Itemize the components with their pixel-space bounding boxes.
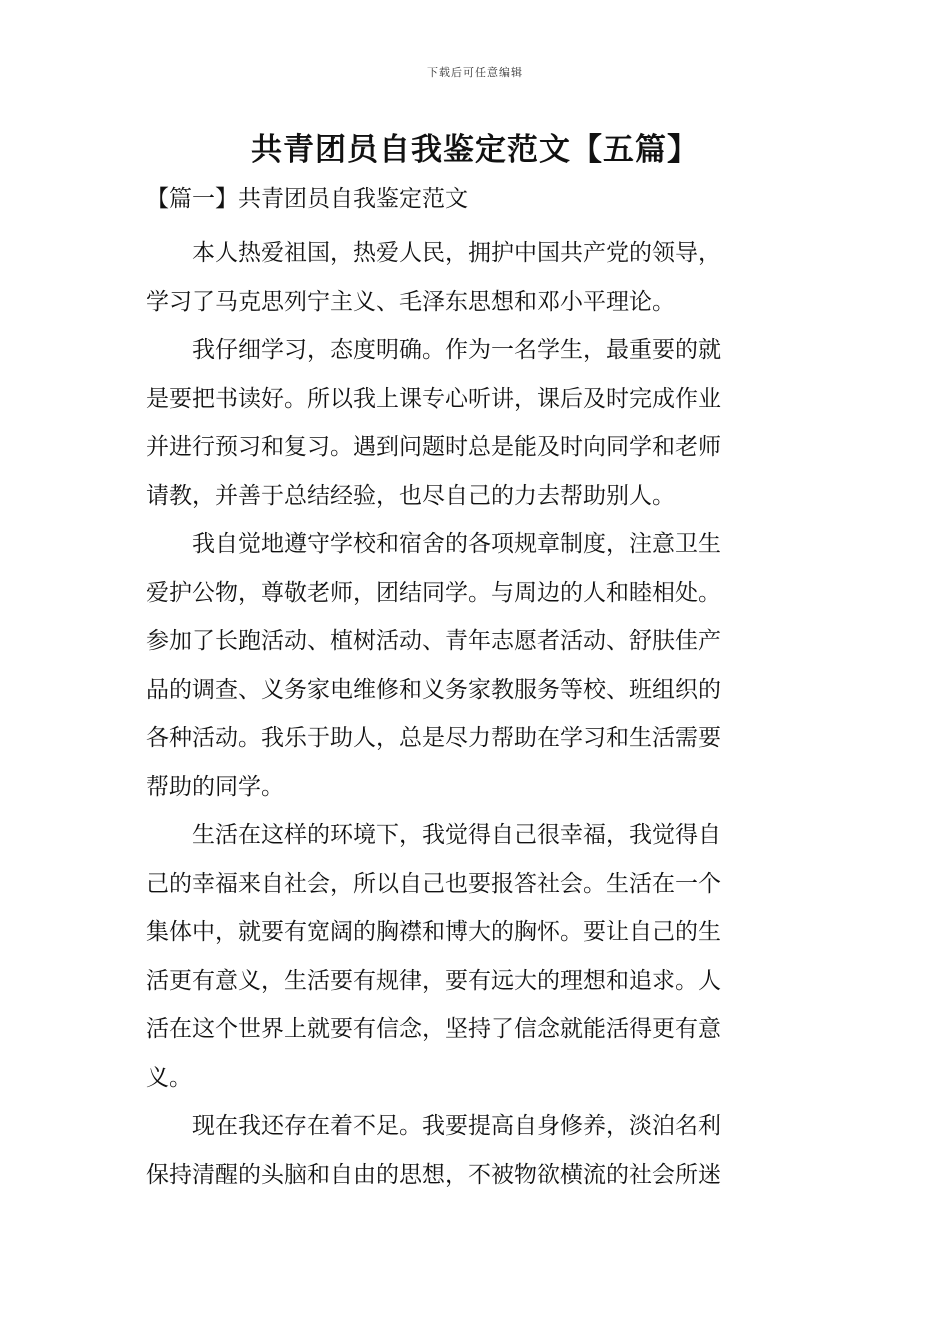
paragraph <box>146 520 808 811</box>
text-line: 并进行预习和复习。遇到问题时总是能及时向同学和老师 <box>146 434 721 460</box>
paragraph <box>146 811 808 1102</box>
text-line: 学习了马克思列宁主义、毛泽东思想和邓小平理论。 <box>146 288 675 315</box>
text-line: 义。 <box>146 1064 192 1091</box>
text-line: 集体中，就要有宽阔的胸襟和博大的胸怀。要让自己的生 <box>146 919 721 945</box>
text-line: 品的调查、义务家电维修和义务家教服务等校、班组织的 <box>146 676 721 703</box>
text-line: 帮助的同学。 <box>146 773 284 800</box>
paragraph <box>146 326 808 520</box>
paragraph <box>146 229 808 326</box>
document-body <box>146 229 808 1199</box>
text-line: 保持清醒的头脑和自由的思想，不被物欲横流的社会所迷 <box>146 1161 721 1188</box>
text-line: 本人热爱祖国，热爱人民，拥护中国共产党的领导， <box>192 240 721 266</box>
section-heading: 【篇一】共青团员自我鉴定范文 <box>146 186 468 212</box>
document-title: 共青团员自我鉴定范文【五篇】 <box>251 132 699 168</box>
text-line: 各种活动。我乐于助人，总是尽力帮助在学习和生活需要 <box>146 725 721 751</box>
text-line: 我自觉地遵守学校和宿舍的各项规章制度，注意卫生 <box>192 531 721 557</box>
text-line: 活更有意义，生活要有规律，要有远大的理想和追求。人 <box>146 967 721 994</box>
text-line: 现在我还存在着不足。我要提高自身修养，淡泊名利 <box>192 1113 721 1139</box>
text-line: 是要把书读好。所以我上课专心听讲，课后及时完成作业 <box>146 385 721 412</box>
text-line: 爱护公物，尊敬老师，团结同学。与周边的人和睦相处。 <box>146 579 721 606</box>
header-note: 下载后可任意编辑 <box>427 66 523 79</box>
text-line: 活在这个世界上就要有信念，坚持了信念就能活得更有意 <box>146 1016 721 1042</box>
text-line: 生活在这样的环境下，我觉得自己很幸福，我觉得自 <box>192 822 721 848</box>
text-line: 己的幸福来自社会，所以自己也要报答社会。生活在一个 <box>146 870 721 897</box>
text-line: 参加了长跑活动、植树活动、青年志愿者活动、舒肤佳产 <box>146 628 721 654</box>
text-line: 请教，并善于总结经验，也尽自己的力去帮助别人。 <box>146 482 675 509</box>
paragraph <box>146 1102 808 1199</box>
text-line: 我仔细学习，态度明确。作为一名学生，最重要的就 <box>192 337 721 363</box>
